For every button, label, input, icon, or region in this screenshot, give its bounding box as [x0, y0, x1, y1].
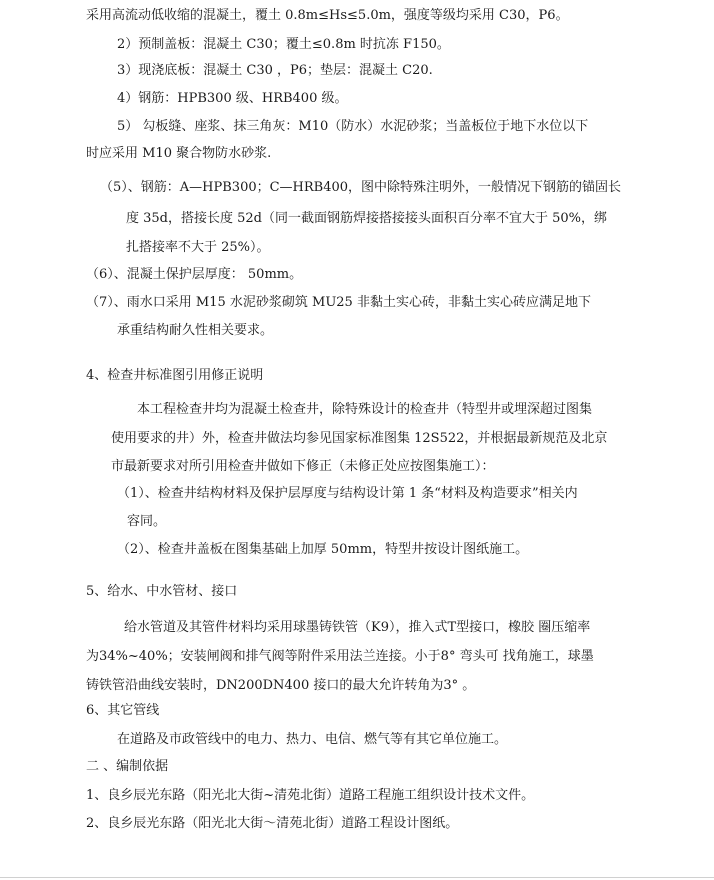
text-line: 使用要求的井）外，检查井做法均参见国家标准图集 12S522，并根据最新规范及北京 [111, 431, 608, 446]
section-heading: 5、给水、中水管材、接口 [86, 584, 238, 599]
text-line: 2、良乡辰光东路（阳光北大街～清苑北街）道路工程设计图纸。 [86, 816, 459, 831]
text-line: 时应采用 M10 聚合物防水砂浆. [86, 146, 272, 161]
page-bottom-divider [0, 877, 714, 878]
text-line: 本工程检查井均为混凝土检查井，除特殊设计的检查井（特型井或埋深超过图集 [137, 402, 593, 417]
section-heading: 6、其它管线 [86, 703, 160, 718]
text-line: （6）、混凝土保护层厚度： 50mm。 [86, 267, 303, 282]
text-line: 5） 勾板缝、座浆、抹三角灰：M10（防水）水泥砂浆；当盖板位于地下水位以下 [117, 119, 589, 134]
text-line: 度 35d，搭接长度 52d（同一截面钢筋焊接搭接接头面积百分率不宜大于 50%，绑 [126, 211, 608, 226]
text-line: 3）现浇底板：混凝土 C30 ，P6；垫层：混凝土 C20. [117, 63, 433, 78]
text-line: 给水管道及其管件材料均采用球墨铸铁管（K9），推入式T型接口，橡胶 圈压缩率 [124, 620, 591, 635]
text-line: 容同。 [127, 514, 167, 529]
text-line: 市最新要求对所引用检查井做如下修正（未修正处应按图集施工）： [111, 459, 495, 474]
text-line: 在道路及市政管线中的电力、热力、电信、燃气等有其它单位施工。 [117, 732, 508, 747]
text-line: （5）、钢筋：A—HPB300；C—HRB400，图中除特殊注明外，一般情况下钢筋的锚固长 [100, 180, 622, 195]
text-line: （1）、检查井结构材料及保护层厚度与结构设计第 1 条“材料及构造要求”相关内 [117, 486, 578, 501]
text-line: 承重结构耐久性相关要求。 [117, 323, 274, 338]
text-line: 扎搭接率不大于 25%）。 [126, 240, 270, 255]
text-line: （7）、雨水口采用 M15 水泥砂浆砌筑 MU25 非黏土实心砖，非黏土实心砖应满足地下 [86, 295, 591, 310]
text-line: 4）钢筋：HPB300 级、HRB400 级。 [117, 91, 348, 106]
section-heading: 二 、编制依据 [86, 759, 169, 774]
text-line: 铸铁管沿曲线安装时，DN200DN400 接口的最大允许转角为3° 。 [86, 678, 476, 693]
section-heading: 4、检查井标准图引用修正说明 [86, 368, 264, 383]
text-line: 为34%~40%；安装闸阀和排气阀等附件采用法兰连接。小于8° 弯头可 找角施工，球墨 [86, 649, 594, 664]
text-line: 1、良乡辰光东路（阳光北大街~清苑北街）道路工程施工组织设计技术文件。 [86, 788, 535, 803]
text-line: 2）预制盖板：混凝土 C30；覆土≤0.8m 时抗冻 F150。 [117, 37, 450, 52]
text-line: （2）、检查井盖板在图集基础上加厚 50mm，特型井按设计图纸施工。 [117, 542, 529, 557]
text-line: 采用高流动低收缩的混凝土，覆土 0.8m≤Hs≤5.0m，强度等级均采用 C30，P6。 [86, 8, 569, 23]
